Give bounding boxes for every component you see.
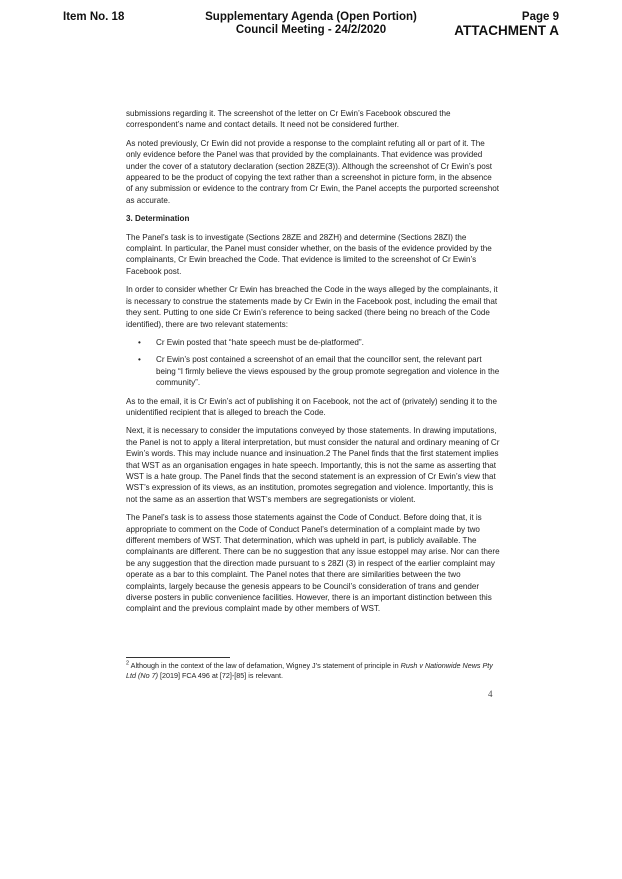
footnote-text: Although in the context of the law of defamation, Wigney J’s statement of principle in	[129, 661, 401, 670]
attachment-label: ATTACHMENT A	[454, 23, 559, 38]
page-header	[0, 8, 622, 48]
statement-list	[126, 337, 500, 389]
list-item: • Cr Ewin posted that “hate speech must be de-platformed”.	[156, 337, 500, 348]
item-number: Item No. 18	[63, 11, 125, 23]
paragraph: As noted previously, Cr Ewin did not provide a response to the complaint refuting all or part of it. The only evidence before the Panel was that provided by the complainants. That evidence was provided under the cover of a statutory declaration (section 28ZE(3)). Although the screenshot of Cr Ewin’s post appeared to be the product of copying the text rather than a screenshot in picture form, in the absence of any submission or evidence to the contrary from Cr Ewin, the Panel accepts the purported screenshot as accurate.	[126, 138, 499, 205]
page-number: 4	[488, 689, 493, 699]
paragraph: Next, it is necessary to consider the imputations conveyed by those statements. In drawing imputations, the Panel is not to apply a literal interpretation, but must consider the natural and ordinary meaning of Cr Ewin’s words. This may include nuance and insinuation.2 The Panel finds that the first statement implies that WST as an organisation engages in hate speech. Importantly, this is not the same as asserting that WST is a hate group. The Panel finds that the second statement is an expression of Cr Ewin’s view that WST’s expression of its views, as an institution, promotes segregation and violence. Importantly, this is not the same as an assertion that WST’s members are segregationists or violent.	[126, 426, 500, 504]
footnote	[126, 661, 500, 681]
meeting-date: Council Meeting - 24/2/2020	[235, 24, 387, 36]
agenda-title: Supplementary Agenda (Open Portion)	[205, 11, 417, 23]
footnote-case-name: Rush v Nationwide News Pty Ltd (No 7)	[126, 661, 493, 680]
paragraph: In order to consider whether Cr Ewin has breached the Code in the ways alleged by the complainants, it is necessary to construe the statements made by Cr Ewin in the Facebook post, including the email that they sent. Putting to one side Cr Ewin’s reference to being sacked (there being no breach of the Code identified), there are two relevant statements:	[126, 285, 498, 329]
footnote-divider	[126, 657, 230, 658]
paragraph: The Panel’s task is to investigate (Sections 28ZE and 28ZH) and determine (Sections 28ZI) the complaint. In particular, the Panel must consider whether, on the basis of the evidence provided by the complainants, Cr Ewin breached the Code. That evidence is limited to the screenshot of Cr Ewin’s Facebook post.	[126, 232, 492, 276]
footnote-marker: 2	[126, 660, 130, 667]
paragraph: As to the email, it is Cr Ewin’s act of publishing it on Facebook, not the act of (privately) sending it to the unidentified recipient that is alleged to breach the Code.	[126, 396, 498, 417]
page-label-block	[454, 11, 559, 37]
page-label: Page 9	[521, 11, 559, 23]
paragraph: submissions regarding it. The screenshot of the letter on Cr Ewin’s Facebook obscured the correspondent’s name and contact details. It need not be considered further.	[126, 109, 451, 130]
footnote-citation: [2019] FCA 496 at [72]-[85] is relevant.	[157, 671, 284, 680]
document-body	[126, 108, 500, 622]
paragraph: The Panel’s task is to assess those statements against the Code of Conduct. Before doing that, it is appropriate to comment on the Code of Conduct Panel’s determination of a complaint made by two different members of WST. That determination, which was upheld in part, is publicly available. The complainants are different. There can be no suggestion that any issue estoppel may arise. Nor can there be any suggestion that the direction made pursuant to s 28ZI (3) in respect of the earlier complaint may operate as a bar to this complaint. The Panel notes that there are similarities between the two complaints, largely because the genesis appears to be Council’s consideration of trans and gender diverse posters in public convenience facilities. However, there is an important distinction between this complaint and the previous complaint made by other members of WST.	[126, 513, 500, 614]
section-heading: 3. Determination	[126, 214, 190, 224]
list-item: • Cr Ewin’s post contained a screenshot of an email that the councillor sent, the relevant part being “I firmly believe the views espoused by the group promote segregation and violence in the community”.	[156, 354, 500, 388]
